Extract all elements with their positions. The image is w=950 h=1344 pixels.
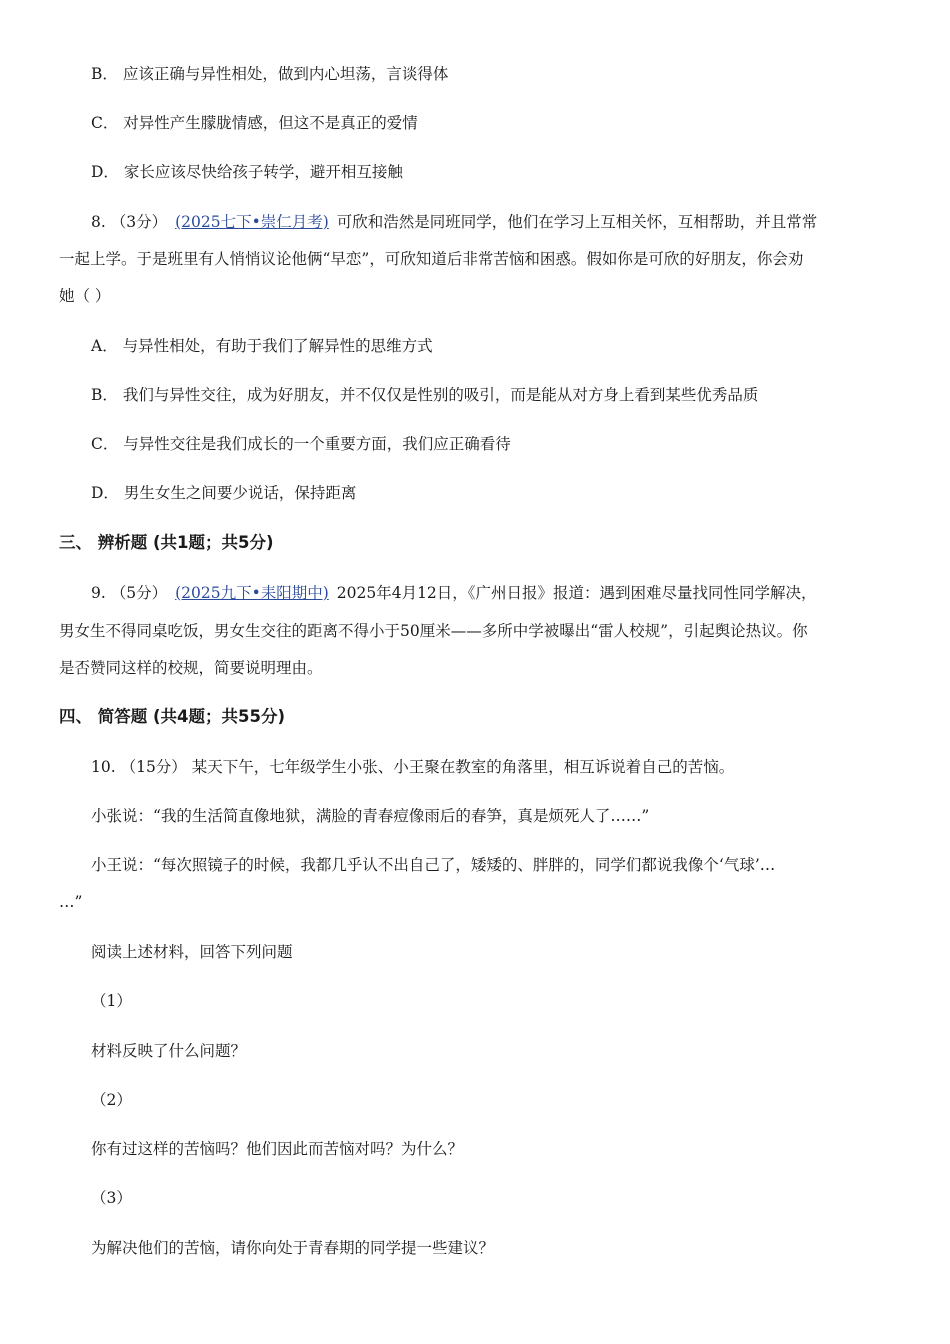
q10-instruction: 阅读上述材料，回答下列问题 <box>91 943 293 961</box>
q9-source-link[interactable]: (2025九下•耒阳期中) <box>175 584 329 602</box>
q10-sub2-question: 你有过这样的苦恼吗？他们因此而苦恼对吗？为什么？ <box>91 1140 464 1158</box>
q9-stem-line1 <box>91 582 817 604</box>
q8-stem-text1: 可欣和浩然是同班同学，他们在学习上互相关怀，互相帮助，并且常常 <box>336 213 818 231</box>
q10-sub3-question: 为解决他们的苦恼，请你向处于青春期的同学提一些建议？ <box>91 1239 495 1257</box>
q7-option-c: C． 对异性产生朦胧情感，但这不是真正的爱情 <box>91 114 418 132</box>
q8-option-d: D． 男生女生之间要少说话，保持距离 <box>91 484 357 502</box>
q8-stem-line2: 一起上学。于是班里有人悄悄议论他俩“早恋”，可欣知道后非常苦恼和困惑。假如你是可欣的好朋友，你会劝 <box>59 250 804 268</box>
q8-stem-line1 <box>91 211 817 233</box>
q9-stem-text1: 2025年4月12日，《广州日报》报道：遇到困难尽量找同性同学解决， <box>336 584 817 602</box>
section-3-heading: 三、 辨析题 (共1题；共5分) <box>59 533 274 552</box>
q10-sub1-question: 材料反映了什么问题？ <box>91 1042 247 1060</box>
section-4-heading: 四、 简答题 (共4题；共55分) <box>59 707 286 726</box>
q10-wang-quote-line1: 小王说：“每次照镜子的时候，我都几乎认不出自己了，矮矮的、胖胖的，同学们都说我像个‘气球’… <box>91 856 776 874</box>
q10-wang-quote-line2: …” <box>59 893 83 911</box>
q9-number: 9. （5分） <box>91 584 168 602</box>
q7-option-b: B． 应该正确与异性相处，做到内心坦荡，言谈得体 <box>91 65 449 83</box>
q7-option-d: D． 家长应该尽快给孩子转学，避开相互接触 <box>91 163 403 181</box>
q8-source-link[interactable]: (2025七下•崇仁月考) <box>175 213 329 231</box>
q8-option-b: B． 我们与异性交往，成为好朋友，并不仅仅是性别的吸引，而是能从对方身上看到某些优秀品质 <box>91 386 759 404</box>
q10-sub1-number: （1） <box>91 992 132 1010</box>
q8-option-c: C． 与异性交往是我们成长的一个重要方面，我们应正确看待 <box>91 435 511 453</box>
q10-sub2-number: （2） <box>91 1091 132 1109</box>
q8-option-a: A． 与异性相处，有助于我们了解异性的思维方式 <box>91 337 433 355</box>
q10-sub3-number: （3） <box>91 1189 132 1207</box>
q8-stem-line3: 她（ ） <box>59 287 111 305</box>
q10-zhang-quote: 小张说：“我的生活简直像地狱，满脸的青春痘像雨后的春笋，真是烦死人了……” <box>91 807 650 825</box>
q10-intro: 10. （15分） 某天下午，七年级学生小张、小王聚在教室的角落里，相互诉说着自己的苦恼。 <box>91 758 735 776</box>
q8-number: 8. （3分） <box>91 213 168 231</box>
q9-stem-line3: 是否赞同这样的校规，简要说明理由。 <box>59 659 323 677</box>
q9-stem-line2: 男女生不得同桌吃饭，男女生交往的距离不得小于50厘米——多所中学被曝出“雷人校规”，引起舆论热议。你 <box>59 622 808 640</box>
